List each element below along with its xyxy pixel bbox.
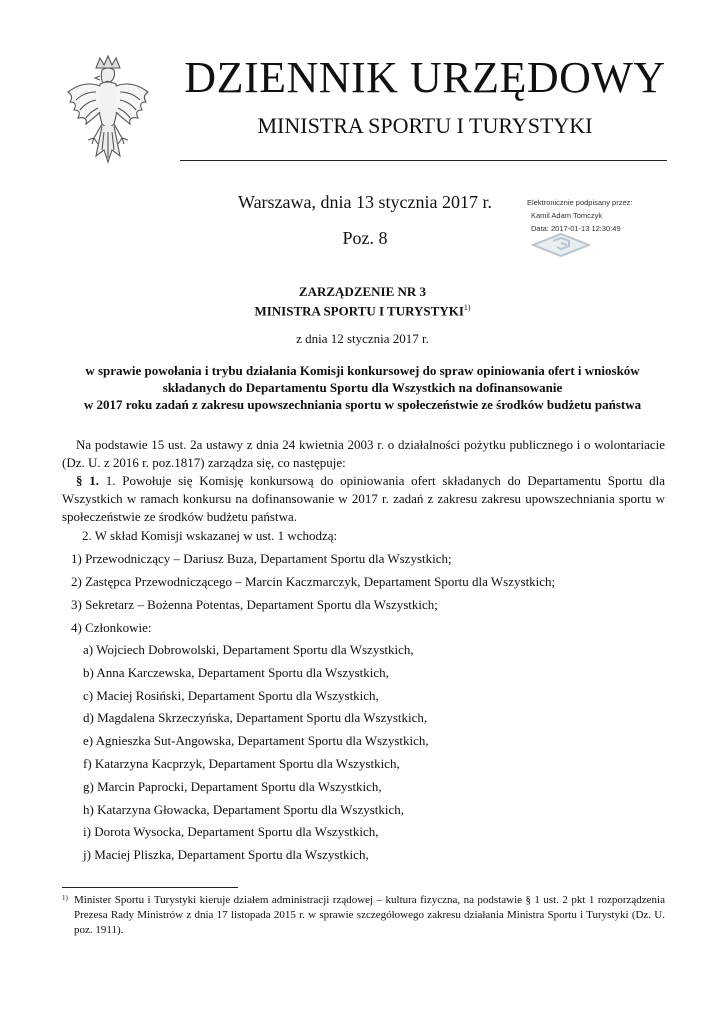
position-number: Poz. 8 <box>342 228 388 248</box>
member-item: a) Wojciech Dobrowolski, Departament Sportu dla Wszystkich, <box>83 642 414 657</box>
footnote-text: Minister Sportu i Turystyki kieruje działem administracji rządowej – kultura fizyczna, na podstawie § 1 ust. 2 pkt 1 rozporządzenia Prezesa Rady Ministrów z dnia 17 listopada 2015 r. w sprawie szczegółowego zakresu działania Ministra Sportu i Turystyki (Dz. U. poz. 1911). <box>74 894 665 936</box>
member-item: e) Agnieszka Sut-Angowska, Departament Sportu dla Wszystkich, <box>83 733 429 748</box>
member-item: h) Katarzyna Głowacka, Departament Sportu dla Wszystkich, <box>83 802 405 817</box>
subject-line: w sprawie powołania i trybu działania Komisji konkursowej do spraw opiniowania ofert i wniosków <box>85 363 640 378</box>
list-item: 4) Członkowie: <box>71 620 152 635</box>
subject-line: składanych do Departamentu Sportu dla Wszystkich na dofinansowanie <box>162 380 563 395</box>
masthead-title: DZIENNIK URZĘDOWY <box>184 53 666 102</box>
subject-line: w 2017 roku zadań z zakresu upowszechniania sportu w społeczeństwie ze środków budżetu państwa <box>83 397 642 412</box>
polish-eagle-emblem-icon <box>62 52 154 174</box>
section-1-text: 1. Powołuje się Komisję konkursową do opiniowania ofert składanych do Departamentu Sportu dla Wszystkich w ramach konkursu na dofinansowanie w 2017 r. zadań z zakresu zakresu upowszechniania sportu w społeczeństwie ze środków budżetu państwa. <box>62 473 666 524</box>
section-symbol: § 1. <box>76 473 99 488</box>
document-issuer <box>60 299 665 319</box>
masthead-subtitle: MINISTRA SPORTU I TURYSTYKI <box>257 113 593 138</box>
e-signature-stamp-icon <box>531 232 591 258</box>
footnote-marker: 1) <box>62 894 68 902</box>
list-item: 2) Zastępca Przewodniczącego – Marcin Kaczmarczyk, Departament Sportu dla Wszystkich; <box>71 574 556 589</box>
member-item: g) Marcin Paprocki, Departament Sportu dla Wszystkich, <box>83 779 382 794</box>
preamble-paragraph: Na podstawie 15 ust. 2a ustawy z dnia 24 kwietnia 2003 r. o działalności pożytku publicznego i o wolontariacie (Dz. U. z 2016 r. poz.1817) zarządza się, co następuje: <box>62 437 665 470</box>
e-signature-line1: Elektronicznie podpisany przez: <box>527 198 633 207</box>
document-type: ZARZĄDZENIE NR 3 <box>298 284 427 299</box>
section-1-subsection-2: 2. W skład Komisji wskazanej w ust. 1 wchodzą: <box>82 528 338 543</box>
member-item: c) Maciej Rosiński, Departament Sportu dla Wszystkich, <box>83 688 379 703</box>
list-item: 3) Sekretarz – Bożenna Potentas, Departament Sportu dla Wszystkich; <box>71 597 438 612</box>
list-item: 1) Przewodniczący – Dariusz Buza, Departament Sportu dla Wszystkich; <box>71 551 452 566</box>
member-item: f) Katarzyna Kacprzyk, Departament Sportu dla Wszystkich, <box>83 756 400 771</box>
member-item: d) Magdalena Skrzeczyńska, Departament Sportu dla Wszystkich, <box>83 710 428 725</box>
e-signature-date: Data: 2017-01-13 12:30:49 <box>531 224 621 233</box>
member-item: b) Anna Karczewska, Departament Sportu dla Wszystkich, <box>83 665 389 680</box>
document-date: z dnia 12 stycznia 2017 r. <box>296 331 429 346</box>
footnote <box>62 893 665 938</box>
footnote-reference: 1) <box>463 303 471 312</box>
document-subject <box>60 362 665 413</box>
e-signature-signer: Kamil Adam Tomczyk <box>531 211 603 220</box>
place-and-date: Warszawa, dnia 13 stycznia 2017 r. <box>238 192 492 212</box>
footnote-divider <box>62 887 238 888</box>
member-item: j) Maciej Pliszka, Departament Sportu dla Wszystkich, <box>83 847 369 862</box>
masthead-divider <box>180 160 667 161</box>
document-issuer-text: MINISTRA SPORTU I TURYSTYKI <box>254 303 464 319</box>
e-signature-block <box>527 196 667 235</box>
member-item: i) Dorota Wysocka, Departament Sportu dla Wszystkich, <box>83 824 379 839</box>
section-1-paragraph <box>62 472 665 526</box>
